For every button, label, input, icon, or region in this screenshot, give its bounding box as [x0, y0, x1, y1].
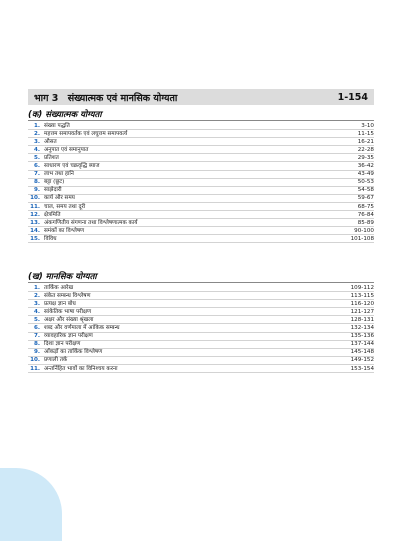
toc-row[interactable]	[28, 235, 374, 243]
toc-item-pages: 121-127	[350, 308, 374, 315]
toc-item-title: संख्या पद्धति	[44, 122, 70, 129]
toc-item-number: 11.	[30, 365, 40, 372]
toc-item-number: 3.	[33, 300, 40, 307]
toc-item-title: प्रतिशत	[44, 154, 59, 161]
toc-item-pages: 116-120	[350, 300, 374, 307]
toc-item-title: सांकेतिक भाषा परीक्षण	[44, 308, 92, 315]
toc-item-title: विविध	[44, 235, 57, 242]
toc-item-pages: 50-53	[357, 179, 374, 186]
toc-item-number: 8.	[33, 179, 40, 186]
toc-item-number: 13.	[30, 219, 40, 226]
toc-item-number: 1.	[33, 284, 40, 291]
toc-item-title: क्षेत्रमिति	[44, 211, 61, 218]
toc-item-number: 10.	[30, 357, 40, 364]
toc-item-number: 9.	[33, 187, 40, 194]
toc-item-title: दिशा ज्ञान परीक्षण	[44, 341, 81, 348]
toc-item-title: प्रत्यक्ष ज्ञान बोध	[44, 300, 76, 307]
toc-item-number: 7.	[33, 333, 40, 340]
toc-item-number: 6.	[33, 325, 40, 332]
toc-item-title: औसत	[44, 138, 57, 145]
toc-item-title: साझेदारी	[44, 187, 62, 194]
toc-item-pages: 68-75	[357, 203, 374, 210]
toc-item-number: 2.	[33, 130, 40, 137]
toc-row[interactable]	[28, 365, 374, 373]
toc-item-pages: 137-144	[350, 341, 374, 348]
toc-item-title: अंकगणितीय संगणना तथा विश्लेषणात्मक कार्य	[44, 219, 138, 226]
toc-item-pages: 76-84	[357, 211, 374, 218]
toc-item-number: 15.	[30, 235, 40, 242]
toc-item-title: व्यावहारिक ज्ञान परीक्षण	[44, 333, 93, 340]
toc-item-number: 2.	[33, 292, 40, 299]
toc-item-pages: 153-154	[350, 365, 374, 372]
toc-item-pages: 128-131	[350, 316, 374, 323]
decorative-corner-shape	[0, 468, 62, 541]
toc-item-title: लाभ तथा हानि	[44, 171, 74, 178]
toc-item-pages: 135-136	[350, 333, 374, 340]
toc-item-title: कार्य और समय	[44, 195, 75, 202]
toc-item-number: 5.	[33, 316, 40, 323]
toc-item-number: 3.	[33, 138, 40, 145]
part-page-range: 1-154	[337, 91, 368, 103]
toc-item-number: 11.	[30, 203, 40, 210]
toc-item-pages: 29-35	[357, 154, 374, 161]
toc-item-title: शब्द और वर्णमाला में आंकिक सम्बन्ध	[44, 325, 120, 332]
toc-item-title: अन्तर्निहित भावों का विनिश्चय करना	[44, 365, 118, 372]
toc-item-number: 10.	[30, 195, 40, 202]
toc-item-number: 9.	[33, 349, 40, 356]
toc-item-pages: 54-58	[357, 187, 374, 194]
part-number: भाग 3	[34, 92, 59, 104]
toc-item-number: 1.	[33, 122, 40, 129]
toc-item-pages: 36-42	[357, 163, 374, 170]
toc-item-title: बट्टा (छूट)	[44, 179, 65, 186]
part-title: संख्यात्मक एवं मानसिक योग्यता	[67, 92, 178, 104]
toc-item-title: आँकड़ों का तार्किक विश्लेषण	[44, 349, 103, 356]
toc-item-number: 8.	[33, 341, 40, 348]
toc-item-title: तार्किक आरेख	[44, 284, 74, 291]
toc-item-pages: 11-15	[357, 130, 374, 137]
toc-item-pages: 101-108	[350, 235, 374, 242]
toc-item-number: 4.	[33, 308, 40, 315]
toc-item-pages: 43-49	[357, 171, 374, 178]
toc-item-pages: 149-152	[350, 357, 374, 364]
toc-item-pages: 145-148	[350, 349, 374, 356]
toc-item-pages: 90-100	[354, 227, 374, 234]
toc-item-pages: 113-115	[350, 292, 374, 299]
toc-item-number: 7.	[33, 171, 40, 178]
toc-item-pages: 109-112	[350, 284, 374, 291]
toc-item-pages: 85-89	[357, 219, 374, 226]
toc-item-title: साधारण एवं चक्रवृद्धि ब्याज	[44, 163, 100, 170]
part-title-group	[34, 91, 177, 104]
toc-item-number: 5.	[33, 154, 40, 161]
section-heading: (ख) मानसिक योग्यता	[28, 271, 374, 283]
toc-item-number: 6.	[33, 163, 40, 170]
toc-item-number: 14.	[30, 227, 40, 234]
toc-item-title: महत्तम समापवर्तक एवं लघुत्तम समापवर्त्य	[44, 130, 128, 137]
toc-item-pages: 16-21	[357, 138, 374, 145]
toc-item-pages: 132-134	[350, 325, 374, 332]
toc-item-pages: 59-67	[357, 195, 374, 202]
toc-item-title: अनुपात एवं समानुपात	[44, 146, 89, 153]
toc-item-pages: 3-10	[361, 122, 374, 129]
toc-item-number: 12.	[30, 211, 40, 218]
part-header	[28, 89, 374, 105]
toc-item-pages: 22-28	[357, 146, 374, 153]
toc-item-title: समंकों का विश्लेषण	[44, 227, 85, 234]
section-heading: (क) संख्यात्मक योग्यता	[28, 109, 374, 121]
toc-item-title: अक्षर और संख्या श्रृंखला	[44, 316, 94, 323]
toc-item-title: चाल, समय तथा दूरी	[44, 203, 86, 210]
toc-item-number: 4.	[33, 146, 40, 153]
toc-item-title: संकेत सम्बन्ध विश्लेषण	[44, 292, 91, 299]
toc-item-title: प्रणाली तर्क	[44, 357, 68, 364]
